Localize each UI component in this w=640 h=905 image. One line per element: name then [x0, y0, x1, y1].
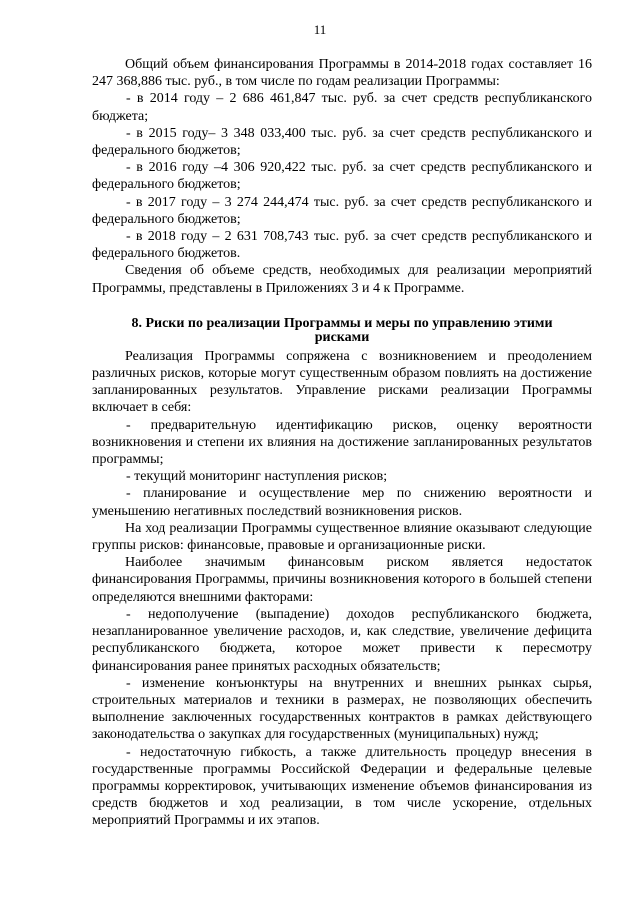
document-body [92, 56, 592, 830]
funding-year-2015: - в 2015 году– 3 348 033,400 тыс. руб. за счет средств республиканского и федерального бюджетов; [92, 125, 592, 159]
risk-measure-item: - планирование и осуществление мер по снижению вероятности и уменьшению негативных последствий возникновения рисков. [92, 486, 592, 519]
risk-factor-item: - изменение конъюнктуры на внутренних и внешних рынках сырья, строительных материалов и техники в размерах, не позволяющих обеспечить выполнение заключенных государственных контрактов в рамках действующего законодательства о закупках для государственных (муниципальных) нужд; [92, 675, 592, 743]
risk-factor-item: - недополучение (выпадение) доходов республиканского бюджета, незапланированное увеличение расходов, и, как следствие, увеличение дефицита республиканского бюджета, которое может привести к пересмотру финансирования ранее принятых расходных обязательств; [92, 606, 592, 674]
funding-year-2014: - в 2014 году – 2 686 461,847 тыс. руб. за счет средств республиканского бюджета; [92, 91, 592, 124]
risk-groups-paragraph: На ход реализации Программы существенное влияние оказывают следующие группы рисков: финансовые, правовые и организационные риски. [92, 520, 592, 554]
funding-note-paragraph: Сведения об объеме средств, необходимых для реализации мероприятий Программы, представлены в Приложениях 3 и 4 к Программе. [92, 263, 592, 296]
risk-factor-item: - недостаточную гибкость, а также длительность процедур внесения в государственные программы Российской Федерации и федеральные целевые программы корректировок, учитывающих изменение объемов финансирования из средств бюджетов и ход реализации, в том числе ускорение, отдельных мероприятий Программы и их этапов. [92, 744, 592, 829]
section-heading: 8. Риски по реализации Программы и меры по управлению этими рисками [131, 315, 553, 345]
funding-year-2017: - в 2017 году – 3 274 244,474 тыс. руб. за счет средств республиканского и федерального бюджетов; [92, 194, 592, 227]
financial-risk-paragraph: Наиболее значимым финансовым риском является недостаток финансирования Программы, причины возникновения которого в большей степени определяются внешними факторами: [92, 555, 592, 605]
risk-intro-paragraph: Реализация Программы сопряжена с возникновением и преодолением различных рисков, которые могут существенным образом повлиять на достижение запланированных результатов. Управление рисками реализации Программы включает в себя: [92, 348, 592, 416]
funding-year-2016: - в 2016 году –4 306 920,422 тыс. руб. за счет средств республиканского и федерального бюджетов; [92, 160, 592, 193]
page-number: 11 [313, 22, 327, 37]
funding-year-2018: - в 2018 году – 2 631 708,743 тыс. руб. за счет средств республиканского и федерального бюджетов. [92, 229, 592, 262]
risk-measure-item: - предварительную идентификацию рисков, оценку вероятности возникновения и степени их влияния на достижение запланированных результатов программы; [92, 417, 592, 468]
risk-measure-item: - текущий мониторинг наступления рисков; [126, 469, 388, 485]
funding-total-paragraph: Общий объем финансирования Программы в 2014-2018 годах составляет 16 247 368,886 тыс. руб., в том числе по годам реализации Программы: [92, 57, 592, 90]
